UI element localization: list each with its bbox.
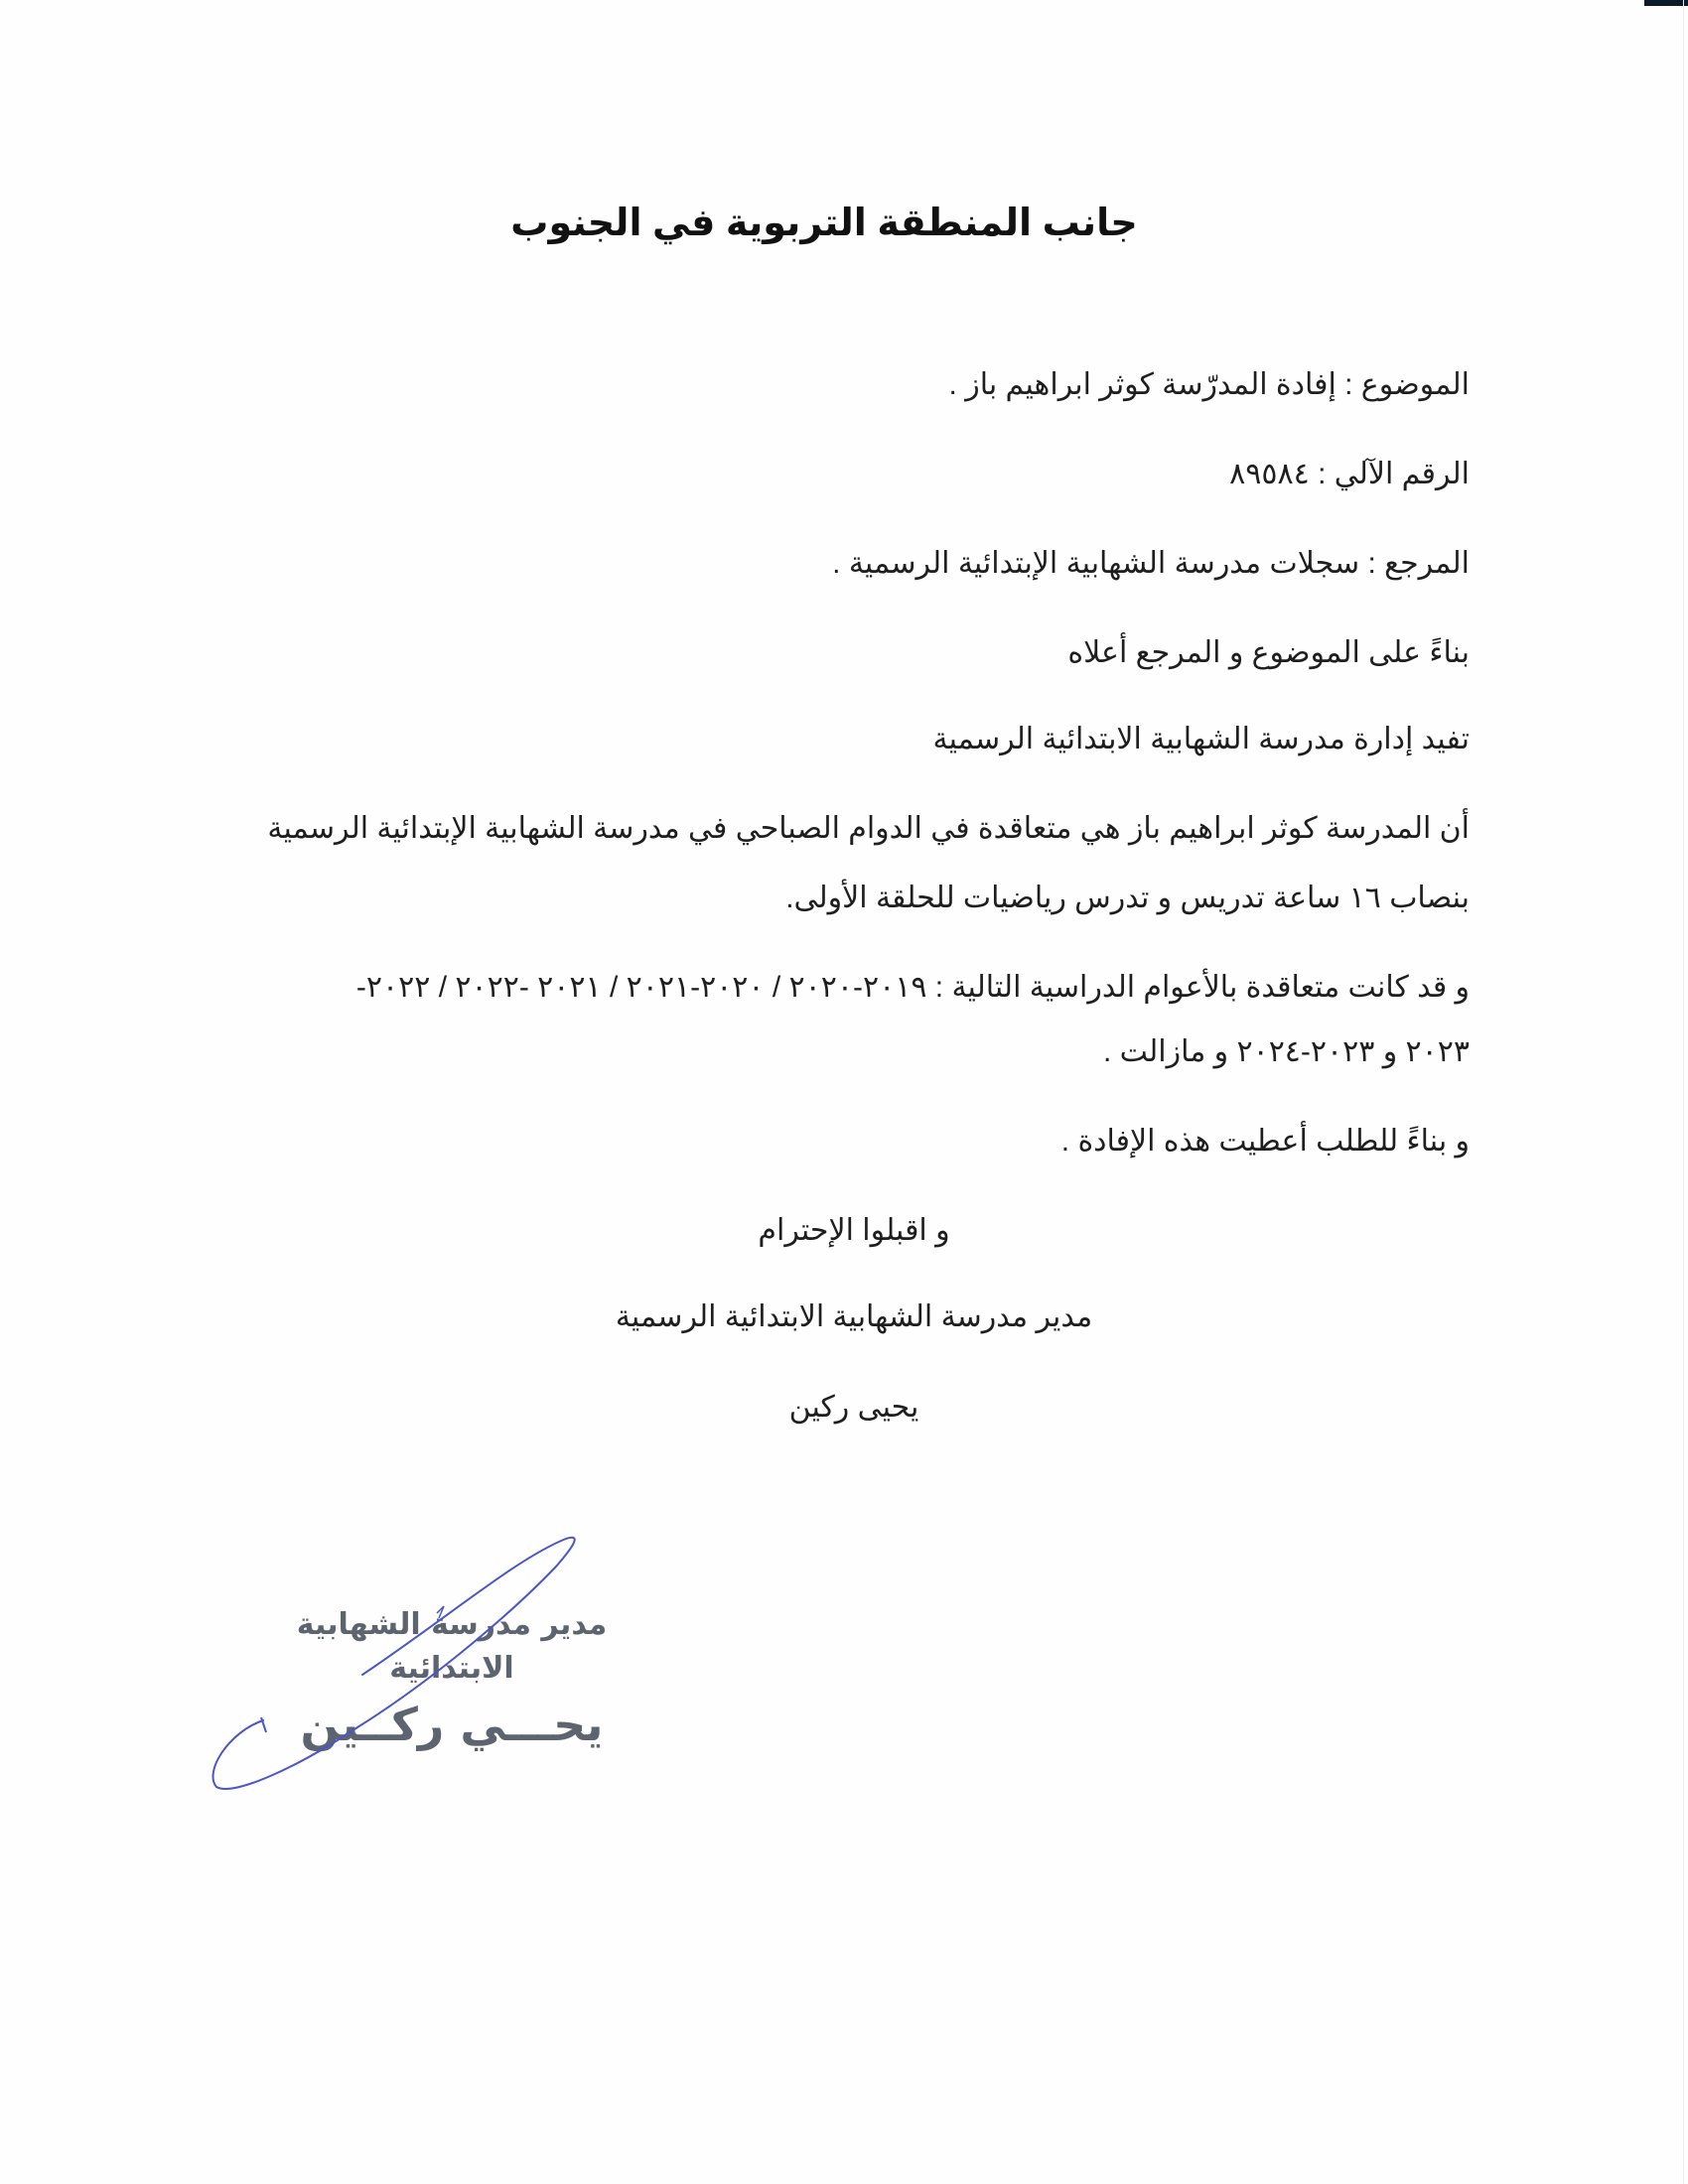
signature-tick xyxy=(261,1717,266,1732)
reference-number-line: الرقم الآلي : ٨٩٥٨٤ xyxy=(1229,458,1470,490)
signatory-title: مدير مدرسة الشهابية الابتدائية الرسمية xyxy=(615,1300,1093,1333)
salutation: و اقبلوا الإحترام xyxy=(758,1214,950,1247)
scan-artifact-edge xyxy=(1683,0,1684,2184)
official-stamp xyxy=(268,1603,635,1754)
body-paragraph-2-line-1: و قد كانت متعاقدة بالأعوام الدراسية التالية : ٢٠١٩-٢٠٢٠ / ٢٠٢٠-٢٠٢١ / ٢٠٢١ -٢٠٢٢ / ٢٠٢٢- xyxy=(355,971,1470,1004)
basis-line: بناءً على الموضوع و المرجع أعلاه xyxy=(1067,636,1470,669)
body-paragraph-1-line-2: بنصاب ١٦ ساعة تدريس و تدرس رياضيات للحلقة الأولى. xyxy=(785,882,1470,914)
signatory-name: يحيى ركين xyxy=(788,1391,919,1424)
body-paragraph-1-line-1: أن المدرسة كوثر ابراهيم باز هي متعاقدة في الدوام الصباحي في مدرسة الشهابية الإبتدائية الرسمية xyxy=(267,812,1470,845)
body-paragraph-2-line-2: ٢٠٢٣ و ٢٠٢٣-٢٠٢٤ و مازالت . xyxy=(1103,1035,1470,1068)
stamp-title: مدير مدرسة الشهابية الابتدائية xyxy=(296,1607,608,1686)
intro-line: تفيد إدارة مدرسة الشهابية الابتدائية الرسمية xyxy=(932,723,1470,755)
scan-artifact-corner xyxy=(1644,0,1688,6)
closing-request-line: و بناءً للطلب أعطيت هذه الإفادة . xyxy=(1060,1125,1470,1158)
stamp-name: يحـــي ركــين xyxy=(300,1698,604,1751)
reference-source-line: المرجع : سجلات مدرسة الشهابية الإبتدائية الرسمية . xyxy=(832,547,1470,580)
subject-line: الموضوع : إفادة المدرّسة كوثر ابراهيم باز . xyxy=(948,368,1470,401)
letter-header: جانب المنطقة التربوية في الجنوب xyxy=(510,203,1138,244)
